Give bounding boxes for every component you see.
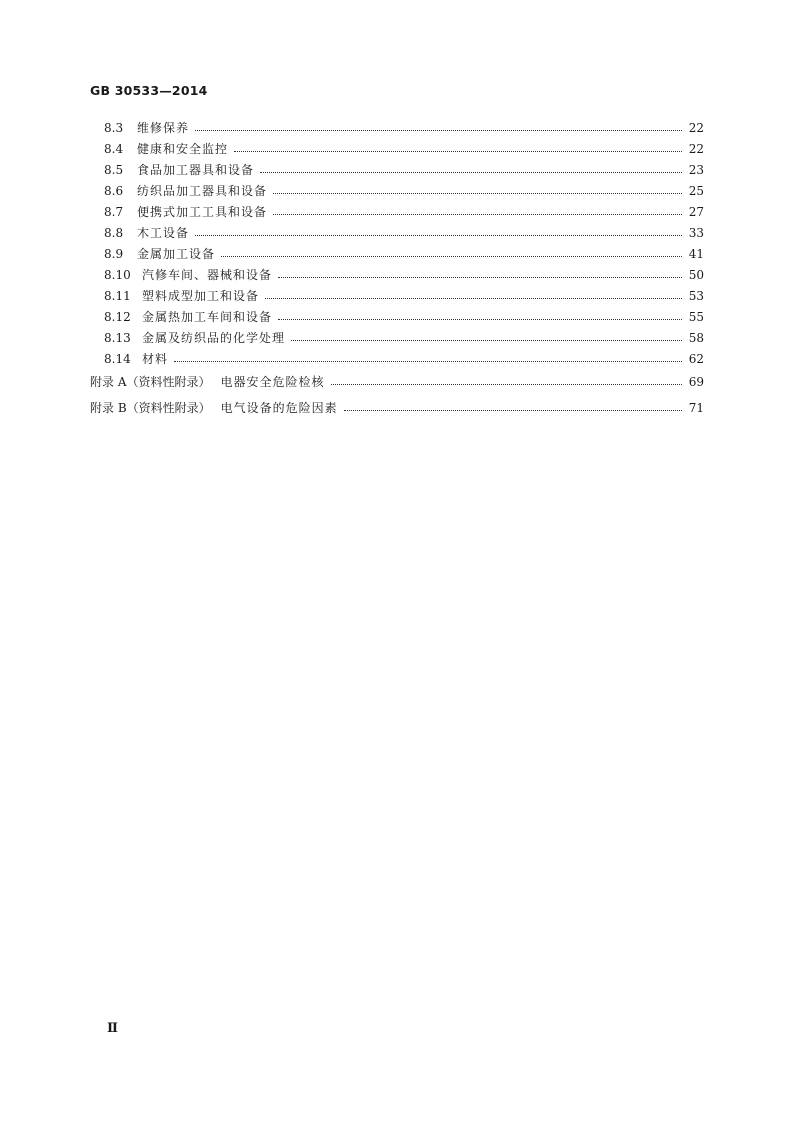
toc-entry-page: 53 [688, 289, 704, 303]
toc-entry-title: 材料 [142, 352, 169, 366]
dot-leader [195, 223, 682, 236]
dot-leader [265, 286, 682, 299]
toc-entry-8-6[interactable] [104, 181, 704, 201]
dot-leader [195, 118, 682, 131]
standard-code-header: GB 30533—2014 [90, 83, 208, 98]
toc-entry-8-14[interactable] [104, 349, 704, 369]
toc-entry-number: 8.4 [104, 142, 124, 156]
toc-entry-8-9[interactable] [104, 244, 704, 264]
toc-entry-8-10[interactable] [104, 265, 704, 285]
toc-entry-title: 汽修车间、器械和设备 [142, 268, 273, 282]
toc-entry-8-8[interactable] [104, 223, 704, 243]
toc-entry-number: 8.11 [104, 289, 131, 303]
appendix-label: 附录 B（资料性附录） [90, 401, 211, 415]
page-number: Ⅱ [107, 1021, 118, 1036]
toc-entry-page: 27 [688, 205, 704, 219]
toc-entry-number: 8.13 [104, 331, 131, 345]
dot-leader [273, 181, 682, 194]
toc-entry-page: 58 [688, 331, 704, 345]
toc-entry-8-4[interactable] [104, 139, 704, 159]
dot-leader [234, 139, 682, 152]
toc-entry-number: 8.14 [104, 352, 131, 366]
toc-entry-number: 8.5 [104, 163, 124, 177]
toc-entry-title: 食品加工器具和设备 [137, 163, 255, 177]
toc-entry-title: 木工设备 [137, 226, 190, 240]
toc-entry-page: 55 [688, 310, 704, 324]
dot-leader [221, 244, 682, 257]
toc-appendix-a[interactable] [90, 372, 704, 392]
toc-entry-page: 23 [688, 163, 704, 177]
toc-entry-number: 8.12 [104, 310, 131, 324]
toc-entry-number: 8.3 [104, 121, 124, 135]
dot-leader [273, 202, 682, 215]
toc-entry-page: 33 [688, 226, 704, 240]
toc-appendix-b[interactable] [90, 398, 704, 418]
toc-entry-page: 22 [688, 142, 704, 156]
toc-entry-number: 8.9 [104, 247, 124, 261]
dot-leader [174, 349, 682, 362]
appendix-title: 电气设备的危险因素 [220, 401, 338, 415]
toc-entry-number: 8.8 [104, 226, 124, 240]
toc-entry-8-5[interactable] [104, 160, 704, 180]
toc-entry-page: 62 [688, 352, 704, 366]
toc-entry-8-7[interactable] [104, 202, 704, 222]
dot-leader [260, 160, 682, 173]
toc-entry-page: 22 [688, 121, 704, 135]
appendix-page: 69 [688, 375, 704, 389]
toc-entry-title: 便携式加工工具和设备 [137, 205, 268, 219]
toc-entry-page: 41 [688, 247, 704, 261]
toc-entry-title: 维修保养 [137, 121, 190, 135]
dot-leader [344, 398, 682, 411]
toc-entry-number: 8.10 [104, 268, 131, 282]
dot-leader [278, 265, 682, 278]
appendix-label: 附录 A（资料性附录） [90, 375, 211, 389]
appendix-title: 电器安全危险检核 [220, 375, 325, 389]
appendix-page: 71 [688, 401, 704, 415]
toc-entry-8-3[interactable] [104, 118, 704, 138]
toc-entry-title: 金属热加工车间和设备 [142, 310, 273, 324]
toc-entry-8-13[interactable] [104, 328, 704, 348]
toc-entry-8-12[interactable] [104, 307, 704, 327]
toc-entry-title: 塑料成型加工和设备 [142, 289, 260, 303]
dot-leader [291, 328, 682, 341]
toc-entry-title: 金属加工设备 [137, 247, 216, 261]
toc-entry-number: 8.7 [104, 205, 124, 219]
toc-entry-page: 25 [688, 184, 704, 198]
toc-entry-number: 8.6 [104, 184, 124, 198]
toc-entry-8-11[interactable] [104, 286, 704, 306]
toc-entry-title: 纺织品加工器具和设备 [137, 184, 268, 198]
toc-entry-title: 金属及纺织品的化学处理 [142, 331, 286, 345]
dot-leader [331, 372, 683, 385]
dot-leader [278, 307, 682, 320]
toc-entry-page: 50 [688, 268, 704, 282]
toc-entry-title: 健康和安全监控 [137, 142, 229, 156]
